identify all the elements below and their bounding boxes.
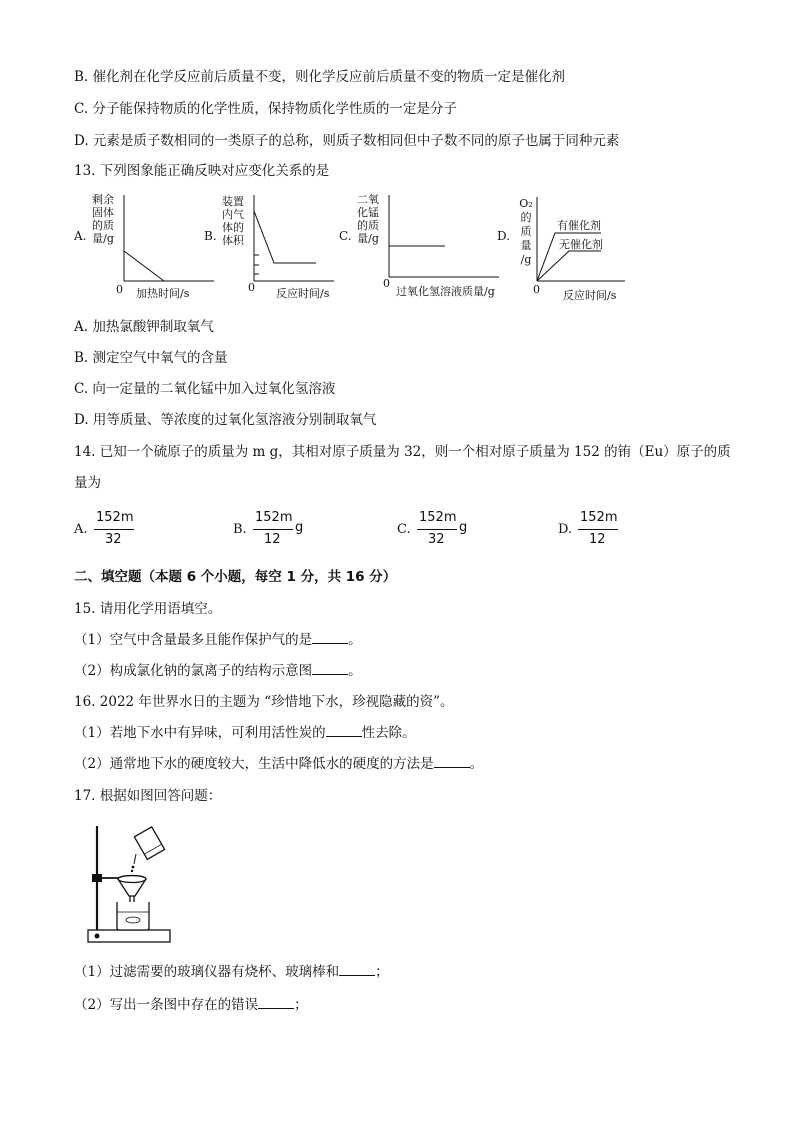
graph-b-origin: 0 [248, 281, 255, 294]
q14-option-b-numerator: 152m [255, 510, 293, 525]
q15-part1-blank[interactable] [312, 631, 348, 644]
q14-option-d-numerator: 152m [580, 510, 618, 525]
q14-option-d-fraction-bar [578, 529, 618, 530]
q17-part1-blank[interactable] [339, 963, 375, 976]
q14-option-d-denominator: 12 [589, 532, 606, 547]
q14-option-c-fraction-bar [417, 529, 457, 530]
q14-option-d-label: D. [558, 522, 573, 537]
graph-a-ylabel: 剩余 固体 的质 量/g [92, 193, 114, 245]
graph-c [339, 193, 514, 303]
q14-option-b-unit: g [295, 520, 304, 535]
q17-stem: 17. 根据如图回答问题： [74, 788, 222, 804]
q15-stem: 15. 请用化学用语填空。 [74, 601, 222, 617]
q14-option-a-fraction-bar [94, 529, 134, 530]
graph-d-line2-label: 无催化剂 [559, 238, 603, 251]
q16-stem: 16. 2022 年世界水日的主题为 “珍惜地下水，珍视隐藏的资”。 [74, 694, 454, 710]
graph-d-origin: 0 [533, 283, 540, 296]
q14-option-c-unit: g [459, 520, 468, 535]
q14-option-b-label: B. [233, 522, 247, 537]
q12-option-c: C. 分子能保持物质的化学性质，保持物质化学性质的一定是分子 [74, 101, 457, 117]
q17-part2-text: （2）写出一条图中存在的错误 [74, 997, 259, 1013]
q12-option-d: D. 元素是质子数相同的一类原子的总称，则质子数相同但中子数不同的原子也属于同种元素 [74, 133, 620, 149]
graph-b-xlabel: 反应时间/s [276, 287, 330, 300]
q13-option-a: A. 加热氯酸钾制取氧气 [74, 319, 214, 335]
q16-part1-end: 性去除。 [361, 725, 416, 741]
q17-part2-blank[interactable] [258, 996, 294, 1009]
q13-option-b: B. 测定空气中氧气的含量 [74, 350, 228, 366]
graph-c-origin: 0 [383, 277, 390, 290]
section-heading: 二、填空题（本题 6 个小题，每空 1 分，共 16 分） [74, 569, 397, 585]
q16-part1 [74, 724, 416, 742]
q14-stem-line1: 14. 已知一个硫原子的质量为 m g，其相对原子质量为 32，则一个相对原子质量为 152 的铕（Eu）原子的质 [74, 444, 731, 460]
graph-c-xlabel: 过氧化氢溶液质量/g [396, 285, 495, 298]
graph-c-label: C. [339, 229, 352, 243]
q14-stem-line2: 量为 [74, 475, 101, 491]
graph-b [204, 193, 344, 303]
graph-d-line1-label: 有催化剂 [557, 219, 601, 232]
q17-part1-end: ； [375, 964, 389, 980]
q17-part2 [74, 996, 308, 1014]
q16-part1-blank[interactable] [326, 724, 362, 737]
q14-option-a-numerator: 152m [96, 510, 134, 525]
q16-part2-end: 。 [469, 756, 484, 772]
q15-part1-end: 。 [348, 632, 362, 648]
q14-option-c-numerator: 152m [419, 510, 457, 525]
q16-part2 [74, 755, 483, 773]
graph-b-ylabel: 装置 内气 体的 体积 [222, 195, 244, 247]
q14-option-b-denominator: 12 [264, 532, 281, 547]
q14-option-a-label: A. [74, 522, 88, 537]
q16-part1-text: （1）若地下水中有异味，可利用活性炭的 [74, 725, 326, 741]
graph-c-ylabel: 二氧 化锰 的质 量/g [357, 193, 379, 245]
graph-a-xlabel: 加热时间/s [136, 287, 190, 300]
q15-part1-text: （1）空气中含量最多且能作保护气的是 [74, 632, 313, 648]
q14-option-c-label: C. [397, 522, 411, 537]
q17-part1-text: （1）过滤需要的玻璃仪器有烧杯、玻璃棒和 [74, 964, 340, 980]
q13-option-c: C. 向一定量的二氧化锰中加入过氧化氢溶液 [74, 381, 336, 397]
q14-option-a-denominator: 32 [105, 532, 122, 547]
q16-part2-text: （2）通常地下水的硬度较大，生活中降低水的硬度的方法是 [74, 756, 434, 772]
q16-part2-blank[interactable] [434, 755, 470, 768]
graph-d-xlabel: 反应时间/s [563, 289, 617, 302]
q15-part1 [74, 631, 362, 649]
q13-stem: 13. 下列图象能正确反映对应变化关系的是 [74, 163, 330, 179]
q15-part2 [74, 662, 362, 680]
q12-option-b: B. 催化剂在化学反应前后质量不变，则化学反应前后质量不变的物质一定是催化剂 [74, 69, 566, 85]
graph-c-plot [339, 193, 514, 293]
q13-option-d: D. 用等质量、等浓度的过氧化氢溶液分别制取氧气 [74, 412, 377, 428]
graph-d-label: D. [497, 229, 511, 243]
graph-a [74, 193, 224, 303]
graph-a-label: A. [74, 229, 87, 243]
q17-part2-end: ； [294, 997, 308, 1013]
filtration-apparatus-illustration [84, 822, 180, 946]
q15-part2-blank[interactable] [312, 662, 348, 675]
graph-d [497, 193, 637, 303]
graph-b-label: B. [204, 229, 217, 243]
graph-b-plot [204, 193, 344, 293]
q14-option-b-fraction-bar [253, 529, 293, 530]
graph-a-origin: 0 [116, 283, 123, 296]
q15-part2-text: （2）构成氯化钠的氯离子的结构示意图 [74, 663, 313, 679]
q14-option-c-denominator: 32 [428, 532, 445, 547]
graph-d-ylabel: O₂ 的 质 量 /g [519, 197, 533, 266]
q15-part2-end: 。 [348, 663, 362, 679]
graph-a-plot [74, 193, 224, 293]
q17-part1 [74, 963, 389, 981]
